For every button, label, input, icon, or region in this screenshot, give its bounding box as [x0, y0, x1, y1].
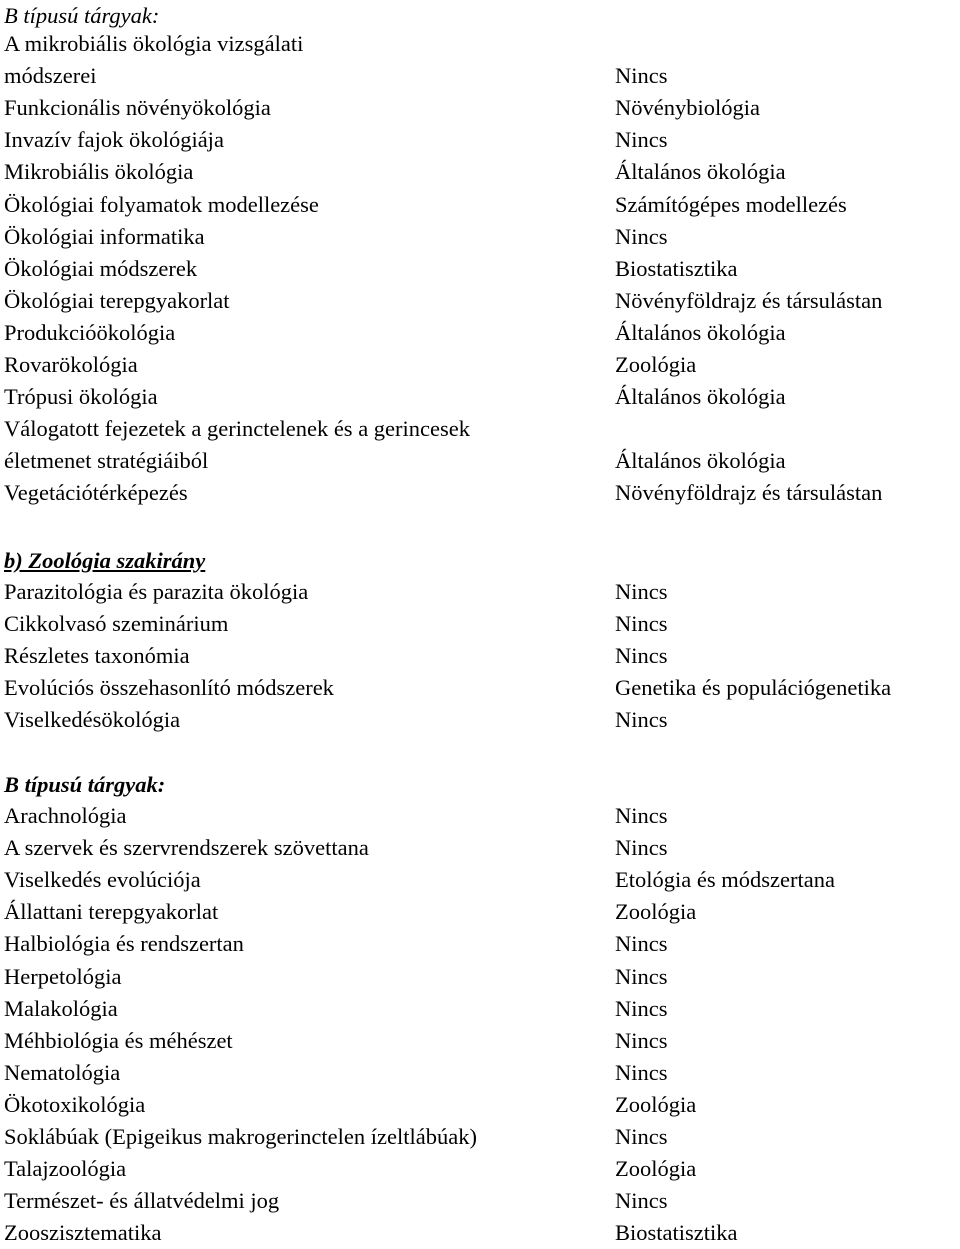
subject-name: Viselkedés evolúciója [4, 867, 201, 893]
subject-name: Ökológiai folyamatok modellezése [4, 191, 319, 217]
list-item [0, 576, 960, 608]
prerequisite: Növényföldrajz és társulástan [615, 287, 883, 313]
prerequisite: Zoológia [615, 1156, 697, 1182]
list-item [0, 1185, 960, 1217]
prerequisite: Nincs [615, 803, 668, 828]
subject-name: Válogatott fejezetek a gerinctelenek és a gerincesek [4, 416, 470, 442]
prerequisite: Zoológia [615, 899, 697, 925]
list-item [0, 189, 960, 221]
prerequisite: Nincs [615, 1124, 668, 1149]
section-heading [0, 769, 960, 801]
subject-name: Funkcionális növényökológia [4, 95, 271, 121]
subject-name: Halbiológia és rendszertan [4, 931, 244, 957]
prerequisite: Nincs [615, 835, 668, 861]
subject-name: Evolúciós összehasonlító módszerek [4, 675, 334, 701]
prerequisite: Számítógépes modellezés [615, 191, 847, 217]
list-item [0, 961, 960, 993]
list-item [0, 156, 960, 188]
prerequisite: Általános ökológia [615, 384, 786, 410]
prerequisite: Nincs [615, 1188, 668, 1214]
list-item [0, 896, 960, 928]
list-item [0, 993, 960, 1025]
list-item [0, 413, 960, 445]
list-item [0, 253, 960, 285]
list-item [0, 672, 960, 704]
subject-name: Méhbiológia és méhészet [4, 1027, 233, 1053]
subject-name: Ökotoxikológia [4, 1091, 146, 1117]
list-item [0, 832, 960, 864]
subject-name: Zooszisztematika [4, 1220, 162, 1246]
subject-name: Malakológia [4, 995, 118, 1021]
subject-name: A szervek és szervrendszerek szövettana [4, 835, 369, 861]
prerequisite: Nincs [615, 643, 668, 669]
list-item [0, 1089, 960, 1121]
prerequisite: Zoológia [615, 1091, 697, 1117]
subject-name: Vegetációtérképezés [4, 480, 188, 506]
subject-name: Állattani terepgyakorlat [4, 899, 219, 925]
list-item [0, 1057, 960, 1089]
prerequisite: Általános ökológia [615, 319, 786, 345]
subject-name: Természet- és állatvédelmi jog [4, 1188, 280, 1214]
list-item [0, 381, 960, 413]
subject-name: Mikrobiális ökológia [4, 159, 194, 185]
list-item [0, 124, 960, 156]
list-item [0, 1217, 960, 1249]
prerequisite: Nincs [615, 127, 668, 153]
prerequisite: Zoológia [615, 352, 697, 377]
subject-name: Ökológiai terepgyakorlat [4, 287, 230, 313]
section-heading-text: b) Zoológia szakirány [4, 548, 206, 573]
prerequisite: Növényföldrajz és társulástan [615, 480, 883, 506]
prerequisite: Nincs [615, 931, 668, 957]
prerequisite: Általános ökológia [615, 159, 786, 185]
list-item [0, 800, 960, 832]
subject-name: Ökológiai módszerek [4, 255, 198, 281]
prerequisite: Biostatisztika [615, 255, 738, 281]
prerequisite: Etológia és módszertana [615, 867, 835, 893]
subject-name: Arachnológia [4, 803, 127, 828]
list-item [0, 640, 960, 672]
subject-name: módszerei [4, 63, 97, 89]
prerequisite: Nincs [615, 223, 668, 249]
subject-name: Talajzoológia [4, 1156, 127, 1182]
subject-name: Cikkolvasó szeminárium [4, 611, 229, 637]
list-item [0, 60, 960, 92]
list-item [0, 1025, 960, 1057]
list-item [0, 1121, 960, 1153]
list-item [0, 221, 960, 253]
list-item [0, 349, 960, 381]
subject-name: Trópusi ökológia [4, 384, 158, 410]
prerequisite: Nincs [615, 995, 668, 1021]
list-item [0, 608, 960, 640]
subject-name: Parazitológia és parazita ökológia [4, 579, 309, 604]
prerequisite: Biostatisztika [615, 1220, 738, 1246]
list-item [0, 1153, 960, 1185]
subject-name: A mikrobiális ökológia vizsgálati [4, 31, 304, 56]
prerequisite: Nincs [615, 707, 668, 733]
prerequisite: Általános ökológia [615, 448, 786, 474]
list-item [0, 317, 960, 349]
subject-name: életmenet stratégiáiból [4, 448, 209, 474]
subject-name: Nematológia [4, 1059, 121, 1085]
section-heading-text: B típusú tárgyak: [4, 772, 166, 797]
list-item [0, 928, 960, 960]
subject-name: Invazív fajok ökológiája [4, 127, 224, 153]
prerequisite: Nincs [615, 63, 668, 89]
prerequisite: Növénybiológia [615, 95, 760, 121]
prerequisite: Nincs [615, 963, 668, 989]
prerequisite: Nincs [615, 611, 668, 637]
list-item [0, 477, 960, 509]
list-item [0, 285, 960, 317]
subject-name: Rovarökológia [4, 352, 138, 377]
subject-name: Herpetológia [4, 963, 122, 989]
list-item [0, 28, 960, 60]
list-item [0, 92, 960, 124]
prerequisite: Nincs [615, 1027, 668, 1053]
subject-name: Viselkedésökológia [4, 707, 181, 733]
subject-name: Részletes taxonómia [4, 643, 190, 669]
subject-name: Produkcióökológia [4, 319, 176, 345]
section-heading [0, 545, 960, 577]
prerequisite: Nincs [615, 579, 668, 604]
prerequisite: Genetika és populációgenetika [615, 675, 892, 701]
prerequisite: Nincs [615, 1059, 668, 1085]
subject-name: Ökológiai informatika [4, 223, 205, 249]
list-item [0, 704, 960, 736]
list-item [0, 864, 960, 896]
subject-name: Soklábúak (Epigeikus makrogerinctelen ízeltlábúak) [4, 1124, 477, 1149]
list-item [0, 445, 960, 477]
section-heading-text: B típusú tárgyak: [4, 3, 160, 28]
